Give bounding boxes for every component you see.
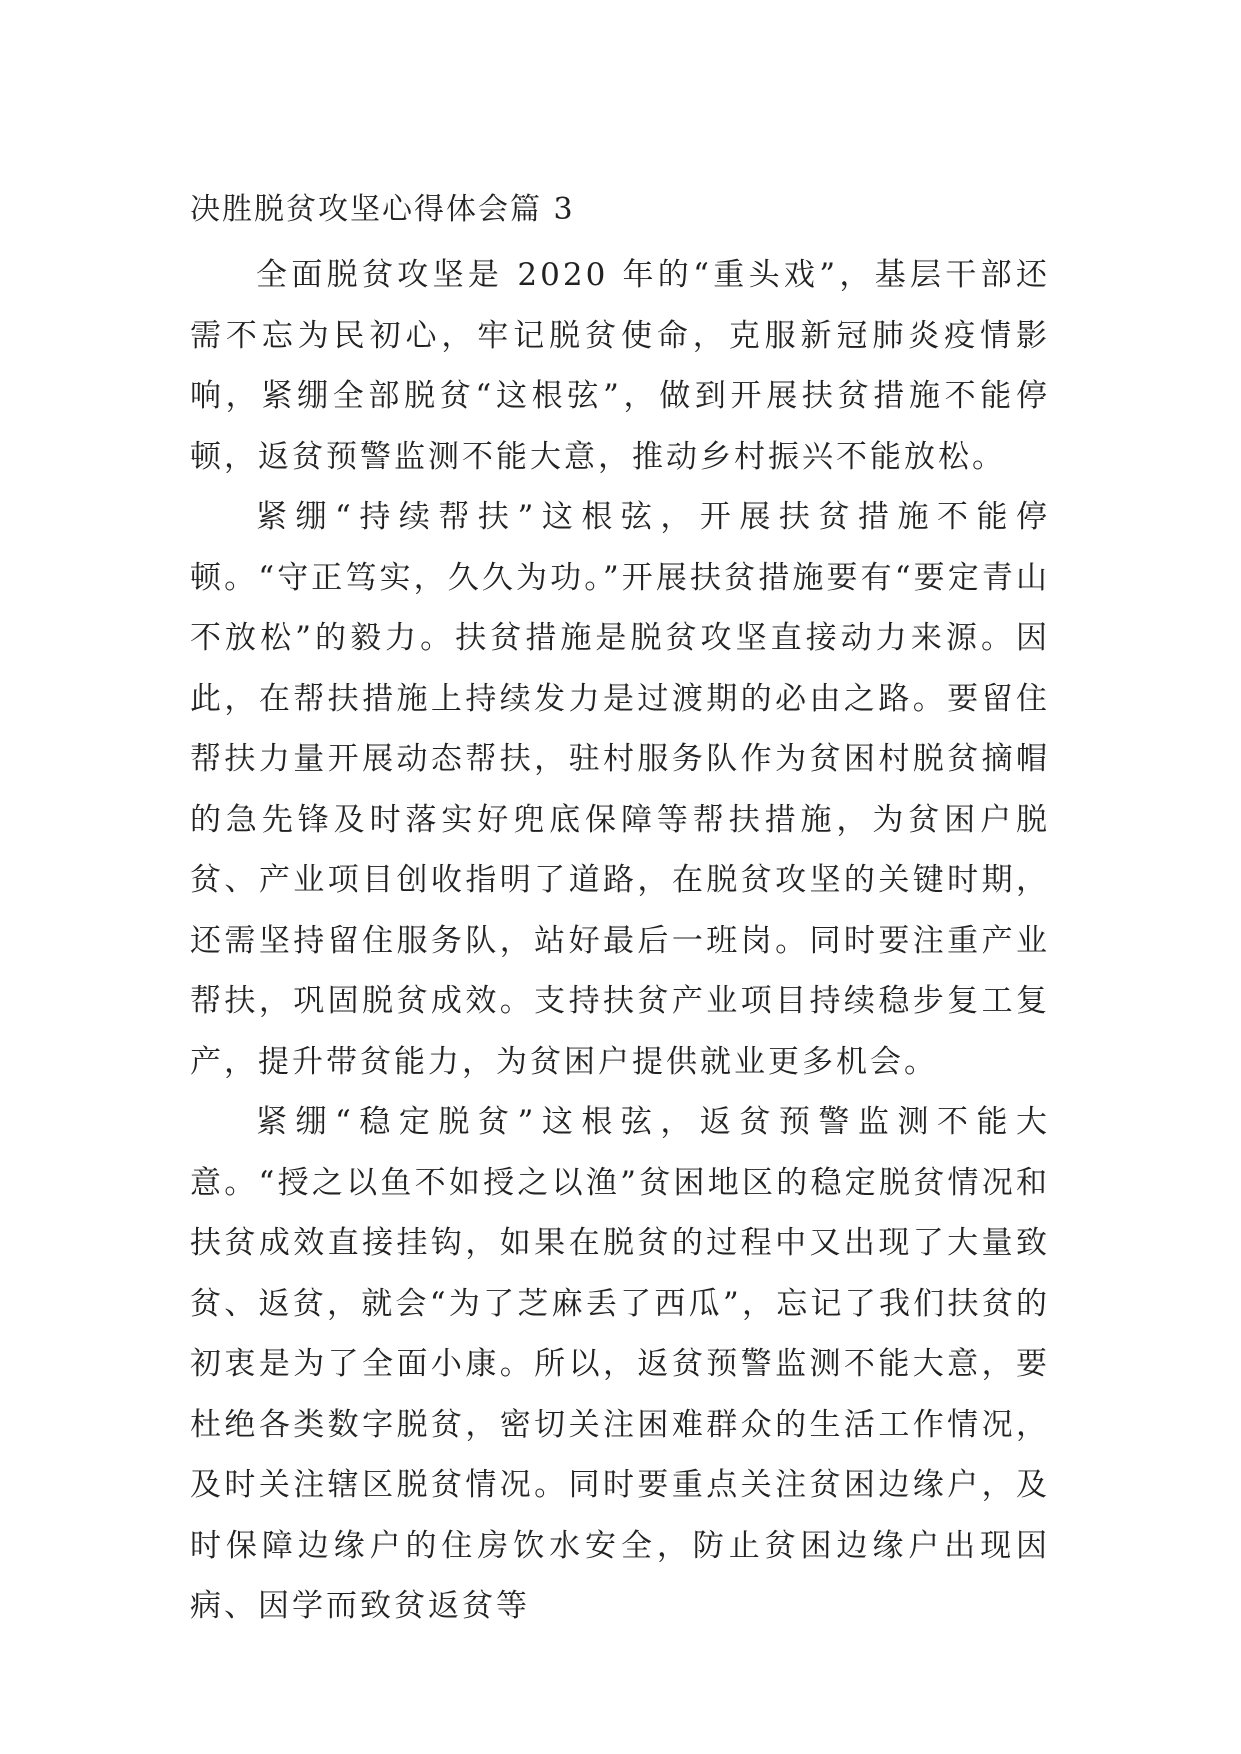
document-body xyxy=(190,245,1050,1637)
document-title: 决胜脱贫攻坚心得体会篇 3 xyxy=(190,192,575,227)
paragraph: 紧绷“持续帮扶”这根弦，开展扶贫措施不能停顿。“守正笃实，久久为功。”开展扶贫措施要有“要定青山不放松”的毅力。扶贫措施是脱贫攻坚直接动力来源。因此，在帮扶措施上持续发力是过渡期的必由之路。要留住帮扶力量开展动态帮扶，驻村服务队作为贫困村脱贫摘帽的急先锋及时落实好兜底保障等帮扶措施，为贫困户脱贫、产业项目创收指明了道路，在脱贫攻坚的关键时期，还需坚持留住服务队，站好最后一班岗。同时要注重产业帮扶，巩固脱贫成效。支持扶贫产业项目持续稳步复工复产，提升带贫能力，为贫困户提供就业更多机会。 xyxy=(190,499,1050,1080)
paragraph: 全面脱贫攻坚是 2020 年的“重头戏”，基层干部还需不忘为民初心，牢记脱贫使命，克服新冠肺炎疫情影响，紧绷全部脱贫“这根弦”，做到开展扶贫措施不能停顿，返贫预警监测不能大意，推动乡村振兴不能放松。 xyxy=(190,257,1050,475)
paragraph: 紧绷“稳定脱贫”这根弦，返贫预警监测不能大意。“授之以鱼不如授之以渔”贫困地区的稳定脱贫情况和扶贫成效直接挂钩，如果在脱贫的过程中又出现了大量致贫、返贫，就会“为了芝麻丢了西瓜”，忘记了我们扶贫的初衷是为了全面小康。所以，返贫预警监测不能大意，要杜绝各类数字脱贫，密切关注困难群众的生活工作情况，及时关注辖区脱贫情况。同时要重点关注贫困边缘户，及时保障边缘户的住房饮水安全，防止贫困边缘户出现因病、因学而致贫返贫等 xyxy=(190,1104,1050,1624)
